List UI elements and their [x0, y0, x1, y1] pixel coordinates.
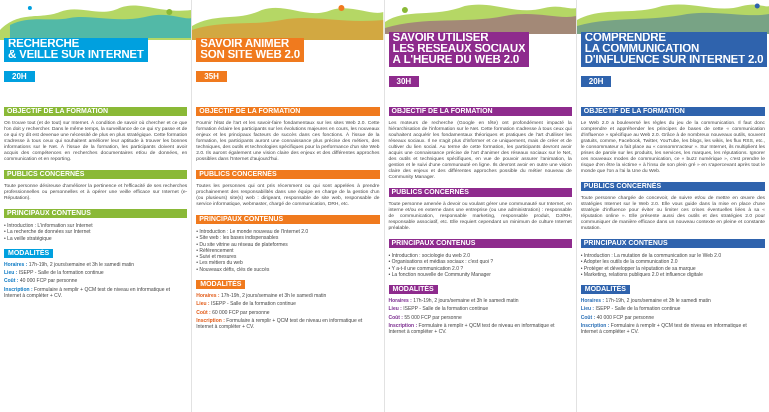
modalites-heading: MODALITÉS	[196, 280, 245, 289]
publics-text: Toute personne désireuse d'améliorer la pertinence et l'efficacité de ses recherches professionnelles ou personnelles et à opérer une veille efficace sur Internet (e-Réputation).	[4, 184, 188, 201]
list-item: • Introduction : sociologie du web 2.0	[389, 253, 572, 259]
course-body	[192, 100, 383, 331]
title-line-2: LES RÉSEAUX SOCIAUX	[392, 44, 526, 55]
contenus-list	[581, 253, 765, 278]
value: ISEPP - Salle de la formation continue	[595, 306, 681, 313]
modalites-inscription	[196, 318, 379, 331]
modalites-heading: MODALITÉS	[4, 249, 53, 258]
course-title-block	[0, 38, 191, 84]
list-item: • Y a-t-il une communication 2.0 ?	[389, 266, 572, 272]
label: Lieu :	[580, 306, 595, 313]
course-column-influence	[577, 0, 769, 412]
title-line-1: SAVOIR UTILISER	[392, 33, 489, 44]
title-line-1: SAVOIR ANIMER	[200, 39, 290, 50]
value: 60 000 FCP par personne	[212, 309, 270, 316]
title-line-2: & VEILLE SUR INTERNET	[8, 50, 144, 61]
label: Coût :	[388, 314, 403, 321]
modalites-inscription	[389, 323, 572, 336]
title-line-3: D'INFLUENCE SUR INTERNET 2.0	[584, 55, 764, 66]
label: Inscription :	[580, 323, 610, 330]
objectif-text: Les moteurs de recherche (Google en tête) ont profondément impacté la hiérarchisation de l'information sur le Net. Cette formation s'adresse à tous ceux qui souhaitent acquérir les fondamentaux théoriques et pratiques de l'art d'utiliser les réseaux sociaux. Il ne s'agit plus d'informer et ce uniquement, mais de créer et de cultiver du lien social. Au terme de cette formation, les participants devront avoir acquis une connaissance précise de l'art d'animer des réseaux sociaux sur le Net, des outils et techniques spécifiques, en vue de pouvoir assurer l'animation, la gestion et le suivi d'une communauté en ligne. Ils devront avoir en outre une vision claire des enjeux et des différentes approches possible du métier nouveau de Community Manager.	[388, 121, 572, 180]
modalites-lieu	[389, 306, 572, 312]
list-item: • La fonction nouvelle de Community Manager	[389, 272, 572, 278]
modalites-lieu	[196, 301, 379, 307]
label: Coût :	[4, 278, 19, 285]
label: Horaires :	[388, 298, 412, 305]
list-item: • Introduction : La mutation de la communication sur le Web 2.0	[581, 253, 765, 259]
modalites-cout	[4, 278, 187, 284]
modalites-heading: MODALITÉS	[581, 285, 630, 294]
objectif-heading: OBJECTIF DE LA FORMATION	[581, 107, 765, 116]
publics-heading: PUBLICS CONCERNÉS	[196, 170, 379, 179]
list-item: • Introduction : Le monde nouveau de l'Internet 2.0	[196, 229, 379, 235]
duration-badge: 30H	[389, 76, 420, 87]
modalites-horaires	[581, 298, 765, 304]
course-body	[0, 100, 191, 299]
contenus-heading: PRINCIPAUX CONTENUS	[581, 239, 765, 248]
contenus-list	[389, 253, 572, 278]
title-line-3: À L'HEURE DU WEB 2.0	[392, 55, 520, 66]
course-title-block	[385, 32, 576, 89]
course-title	[196, 38, 304, 62]
label: Horaires :	[580, 298, 605, 305]
modalites-cout	[389, 315, 572, 321]
label: Horaires :	[4, 261, 28, 268]
modalites-cout	[581, 315, 765, 321]
title-line-1: RECHERCHE	[8, 39, 80, 50]
value: 17h-19h, 2 jours/semaine et 3h le samedi matin	[413, 298, 519, 305]
value: ISEPP - Salle de la formation continue	[210, 301, 296, 308]
label: Coût :	[196, 309, 211, 316]
value: Formulaire à remplir + QCM test de niveau en informatique et Internet à compléter + CV.	[580, 323, 747, 336]
value: 17h-19h, 2 jours/semaine et 3h le samedi matin	[605, 298, 711, 305]
objectif-text: On trouve tout (et de tout) sur Internet. À condition de savoir où chercher et ce que l'on doit y rechercher. Dans le même temps, la surveillance de ce qui s'y passe et de ce qui s'y dit est devenue une nécessité de plus en plus stratégique. Cette formation s'adresse à tous ceux qui souhaitent améliorer leur aptitude à trouver les bonnes informations sur le Net. À l'issue de la formation, les participants doivent avoir acquis des compétences en recherches documentaires et/ou de données, en communication et en reporting.	[4, 121, 188, 162]
list-item: • La veille stratégique	[4, 236, 187, 242]
course-title	[581, 32, 768, 67]
contenus-heading: PRINCIPAUX CONTENUS	[389, 239, 572, 248]
contenus-heading: PRINCIPAUX CONTENUS	[4, 209, 187, 218]
course-title	[389, 32, 530, 67]
value: 40 000 FCP par personne	[596, 314, 655, 321]
list-item: • Site web : les bases indispensables	[196, 235, 379, 241]
publics-heading: PUBLICS CONCERNÉS	[4, 170, 187, 179]
value: 17h-19h, 2 jours/semaine et 3h le samedi matin	[220, 293, 327, 300]
objectif-heading: OBJECTIF DE LA FORMATION	[389, 107, 572, 116]
value: Formulaire à remplir + QCM test de niveau en informatique et Internet à compléter + CV.	[196, 317, 363, 331]
list-item: • Introduction : L'information sur Internet	[4, 223, 187, 229]
list-item: • Suivi et mesures	[196, 254, 379, 260]
objectif-heading: OBJECTIF DE LA FORMATION	[4, 107, 187, 116]
value: 17h-19h, 2 jours/semaine et 3h le samedi matin	[28, 261, 135, 268]
label: Inscription :	[4, 286, 33, 293]
title-line-2: SON SITE WEB 2.0	[200, 50, 300, 61]
course-column-site-web	[192, 0, 384, 412]
objectif-heading: OBJECTIF DE LA FORMATION	[196, 107, 379, 116]
list-item: • Protéger et développer la réputation de sa marque	[581, 266, 765, 272]
course-body	[577, 100, 769, 336]
course-body	[385, 100, 576, 336]
contenus-list	[4, 223, 187, 242]
duration-badge: 35H	[196, 71, 227, 82]
list-item: • Les métiers du web	[196, 260, 379, 266]
contenus-list	[196, 229, 379, 273]
modalites-heading: MODALITÉS	[389, 285, 438, 294]
value: 40 000 FCP par personne	[19, 278, 78, 285]
list-item: • Adopter les outils de la communication 2.0	[581, 259, 765, 265]
course-title	[4, 38, 148, 62]
list-item: • La recherche de données sur Internet	[4, 229, 187, 235]
course-title-block	[577, 32, 769, 89]
publics-text: Toute personne amenée à devoir ou voulant gérer une communauté sur Internet, en interne et/ou en externe dans une entreprise (ou une administration) : responsable de communication, responsable marketing, responsable produit, DJ/RH, responsable associatif, etc. Elle requiert cependant un minimum de culture Internet préalable.	[388, 202, 572, 231]
value: Formulaire à remplir + QCM test de niveau en informatique et Internet à compléter + CV.	[4, 286, 171, 300]
modalites-cout	[196, 310, 379, 316]
course-title-block	[192, 38, 383, 84]
course-column-recherche	[0, 0, 192, 412]
label: Inscription :	[196, 317, 225, 324]
objectif-text: Fournir l'état de l'art et les savoir-faire fondamentaux sur les sites Web 2.0. Cette formation éclaire les participants sur les évolutions majeures en cours, les nouveaux enjeux et les principaux facteurs de succès dans ces fonctions. À l'issue de la formation, les participants auront une connaissance plus précise des métiers, des techniques, des outils et technologies spécifiques pour la performance d'un site Web 2.0. Ils auront également une vision claire des enjeux et des différentes approches possibles dans l'Internet d'aujourd'hui.	[196, 121, 380, 162]
title-line-1: COMPRENDRE	[584, 33, 666, 44]
modalites-lieu	[581, 306, 765, 312]
label: Inscription :	[388, 323, 418, 330]
modalites-lieu	[4, 270, 187, 276]
list-item: • Du site vitrine au réseau de plateformes	[196, 242, 379, 248]
duration-badge: 20H	[581, 76, 612, 87]
publics-text: Toutes les personnes qui ont pris récemment ou qui sont appelées à prendre prochainement des responsabilités dans une équipe en charge de la gestion d'un (ou plusieurs) site(s) web : dirigeant, responsable de site web, responsable de service informatique, webmaster, chargé de communication, DRH, etc.	[196, 184, 380, 207]
label: Coût :	[580, 314, 596, 321]
list-item: • Référencement	[196, 248, 379, 254]
duration-badge: 20H	[4, 71, 35, 82]
title-line-2: LA COMMUNICATION	[584, 44, 700, 55]
modalites-inscription	[581, 323, 765, 336]
label: Lieu :	[388, 306, 402, 313]
label: Lieu :	[4, 270, 18, 277]
value: ISEPP - Salle de la formation continue	[18, 270, 104, 277]
value: ISEPP - Salle de la formation continue	[403, 306, 489, 313]
contenus-heading: PRINCIPAUX CONTENUS	[196, 215, 379, 224]
list-item: • Organisations et médias sociaux : c'est quoi ?	[389, 259, 572, 265]
modalites-horaires	[4, 262, 187, 268]
course-column-reseaux-sociaux	[385, 0, 577, 412]
list-item: • Marketing, relations publiques 2.0 et influence digitale	[581, 272, 765, 278]
list-item: • Nouveaux défis, clés de succès	[196, 267, 379, 273]
objectif-text: Le Web 2.0 a bouleversé les règles du jeu de la communication. Il faut donc comprendre et appréhender les principes de bases de cette « communication d'influence » spécifique au Web 2.0. Grâce à de nombreux nouveaux outils, souvent gratuits, comme, Facebook, Twitter, YouTube, les blogs, les wikis, les flux RSS, etc., le consommateur a fait place au « consomm'acteur ». Sur Internet, ils multiplient les prises de parole sur les produits, les services, les marques, les réputations. Ignorer ces nouveaux modes de communication, ce « buzz numérique », c'est prendre le risque d'en être la victime « à l'insu de son plein gré » en s'apercevant après tout le monde que l'on a l'ai la Une du Web.	[580, 121, 765, 174]
modalites-horaires	[389, 298, 572, 304]
value: Formulaire à remplir + QCM test de niveau en informatique et Internet à compléter + CV.	[388, 323, 555, 336]
modalites-horaires	[196, 293, 379, 299]
publics-text: Toute personne chargée de concevoir, de suivre et/ou de mettre en œuvre des stratégies Internet sur le Web 2.0. Elle vous guide dans la mise en place d'une stratégie d'influence pour éviter ou limiter ces crises éventuelles liées à sa « réputation online ». Elle présente aussi des outils et des stratégies 2.0 pour communiquer de manière efficace dans un nouveau contexte en pleine et constante mutation.	[580, 196, 765, 231]
label: Lieu :	[196, 301, 210, 308]
modalites-inscription	[4, 287, 187, 300]
label: Horaires :	[196, 293, 220, 300]
publics-heading: PUBLICS CONCERNÉS	[581, 182, 765, 191]
value: 55 000 FCP par personne	[404, 314, 462, 321]
publics-heading: PUBLICS CONCERNÉS	[389, 188, 572, 197]
